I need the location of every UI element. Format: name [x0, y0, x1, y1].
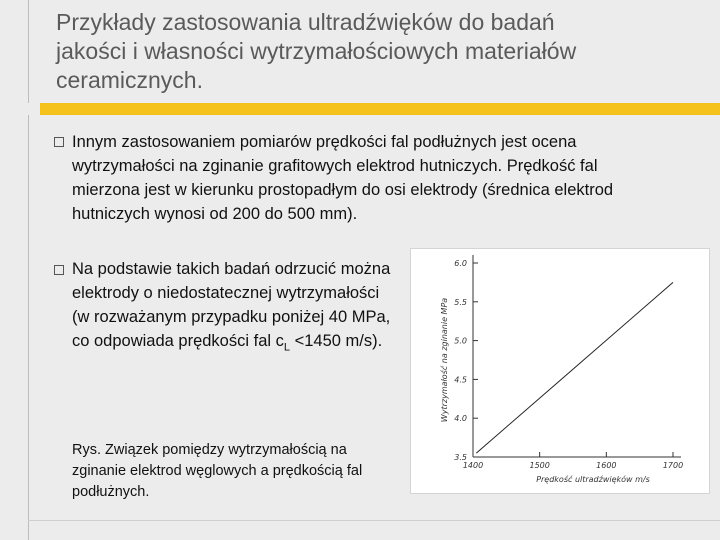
x-tick-label: 1500	[529, 461, 550, 470]
y-tick-label: 5.5	[454, 297, 467, 307]
y-tick-label: 3.5	[454, 453, 467, 462]
chart-figure	[410, 248, 710, 494]
frame-line	[28, 0, 29, 540]
bullet-text-2-subscript: L	[283, 341, 290, 354]
x-axis-label: Prędkość ultradźwięków m/s	[536, 475, 650, 484]
bullet-square-icon	[54, 265, 64, 275]
slide-title: Przykłady zastosowania ultradźwięków do badań jakości i własności wytrzymałościowych materiałów ceramicznych.	[56, 9, 577, 93]
bullet-square-icon	[54, 137, 64, 147]
x-tick-label: 1700	[662, 461, 684, 470]
frame-line-bottom	[28, 520, 720, 521]
x-tick-label: 1400	[462, 461, 484, 470]
y-tick-label: 4.5	[454, 375, 467, 385]
bullet-text-1: Innym zastosowaniem pomiarów prędkości fal podłużnych jest ocena wytrzymałości na zginanie grafitowych elektrod hutniczych. Prędkość fal mierzona jest w kierunku prostopadłym do osi elektrody (średnica elektrod hutniczych wynosi od 200 do 500 mm).	[72, 133, 614, 223]
bullet-text-2-end: <1450 m/s).	[290, 332, 383, 350]
chart-svg	[411, 249, 709, 493]
accent-bar	[40, 103, 720, 115]
series-line	[476, 282, 673, 453]
y-tick-label: 5.0	[454, 336, 467, 346]
x-tick-label: 1600	[596, 461, 617, 470]
bullet-text-2-main: Na podstawie takich badań odrzucić można elektrody o niedostatecznej wytrzymałości (w rozważanym przypadku poniżej 40 MPa, co odpowiada prędkości fal c	[72, 260, 391, 350]
figure-caption: Rys. Związek pomiędzy wytrzymałością na zginanie elektrod węglowych a prędkością fal podłużnych.	[72, 442, 363, 500]
accent-separator	[28, 103, 40, 115]
bullet-text-2	[72, 257, 394, 359]
y-tick-label: 4.0	[454, 414, 467, 424]
y-axis-label: Wytrzymałość na zginanie MPa	[440, 297, 449, 423]
y-tick-label: 6.0	[454, 259, 467, 268]
